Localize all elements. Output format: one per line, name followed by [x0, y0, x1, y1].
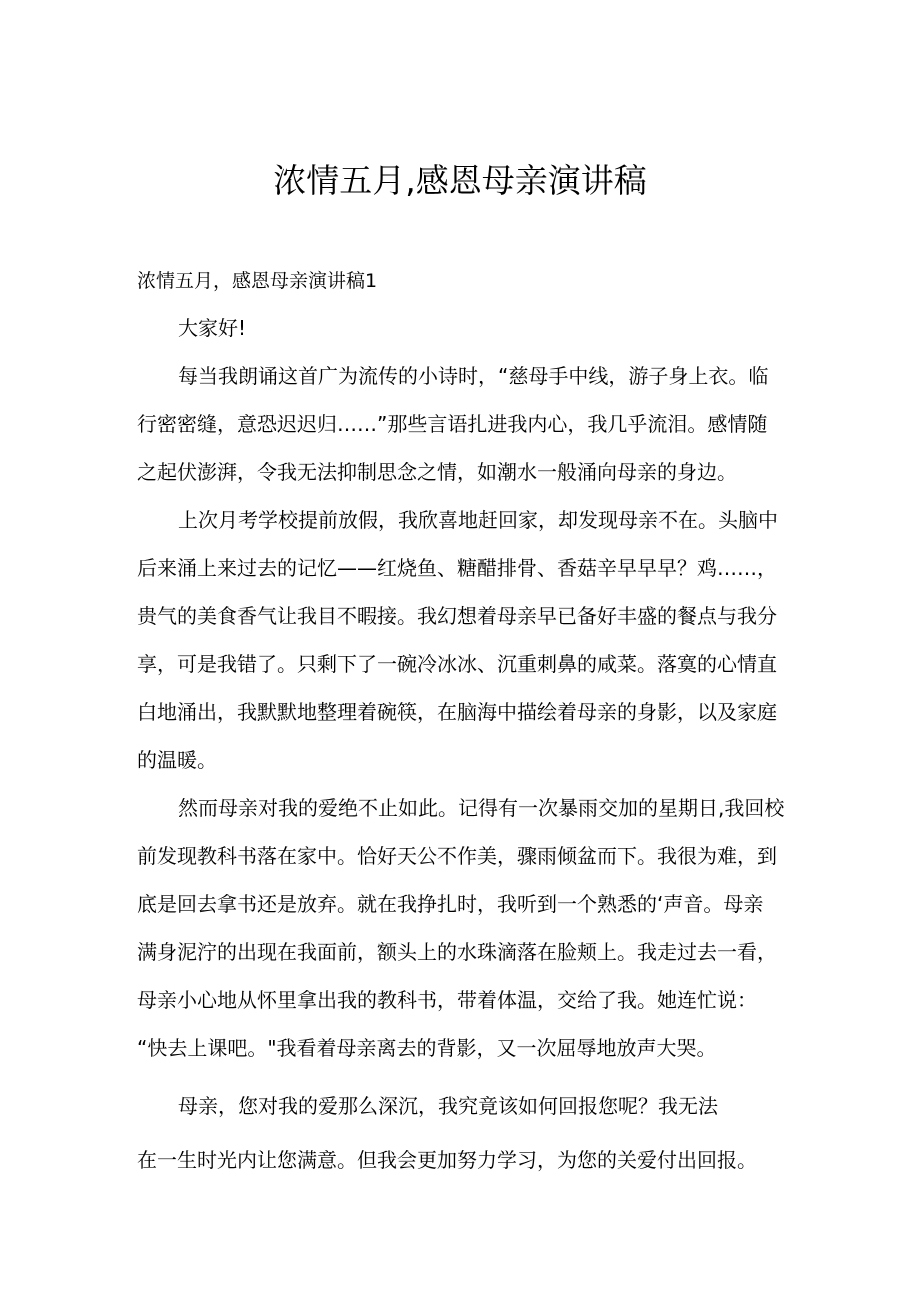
- text-line: 在一生时光内让您满意。但我会更加努力学习，为您的关爱付出回报。: [137, 1148, 757, 1172]
- text-line: 母亲小心地从怀里拿出我的教科书，带着体温，交给了我。她连忙说：: [137, 988, 757, 1012]
- text-line: 贵气的美食香气让我目不暇接。我幻想着母亲早已备好丰盛的餐点与我分: [137, 604, 777, 628]
- text-line: 行密密缝，意恐迟迟归……”那些言语扎进我内心，我几乎流泪。感情随: [137, 412, 768, 436]
- greeting-line: 大家好!: [178, 316, 247, 340]
- text-line: 每当我朗诵这首广为流传的小诗时，“慈母手中线，游子身上衣。临: [178, 364, 769, 388]
- text-line: 底是回去拿书还是放弃。就在我挣扎时，我听到一个熟悉的‘声音。母亲: [137, 892, 764, 916]
- text-line: 之起伏澎湃，令我无法抑制思念之情，如潮水一般涌向母亲的身边。: [137, 460, 737, 484]
- text-line: 然而母亲对我的爱绝不止如此。记得有一次暴雨交加的星期日,我回校: [178, 796, 785, 820]
- text-line: 的温暖。: [137, 748, 217, 772]
- text-line: 满身泥泞的出现在我面前，额头上的水珠滴落在脸颊上。我走过去一看，: [137, 940, 777, 964]
- text-line: 上次月考学校提前放假，我欣喜地赶回家，却发现母亲不在。头脑中: [178, 508, 778, 532]
- text-line: 前发现教科书落在家中。恰好天公不作美，骤雨倾盆而下。我很为难，到: [137, 844, 777, 868]
- text-line: 享，可是我错了。只剩下了一碗冷冰冰、沉重刺鼻的咸菜。落寞的心情直: [137, 652, 777, 676]
- document-title: 浓情五月,感恩母亲演讲稿: [273, 161, 647, 200]
- text-line: 白地涌出，我默默地整理着碗筷，在脑海中描绘着母亲的身影，以及家庭: [137, 700, 777, 724]
- text-line: 后来涌上来过去的记忆——红烧鱼、糖醋排骨、香菇辛早早早？鸡……，: [137, 556, 777, 580]
- text-line: 母亲，您对我的爱那么深沉，我究竟该如何回报您呢？我无法: [178, 1094, 718, 1118]
- document-subtitle: 浓情五月，感恩母亲演讲稿1: [137, 270, 378, 292]
- text-line: “快去上课吧。"我看着母亲离去的背影，又一次屈辱地放声大哭。: [137, 1036, 717, 1060]
